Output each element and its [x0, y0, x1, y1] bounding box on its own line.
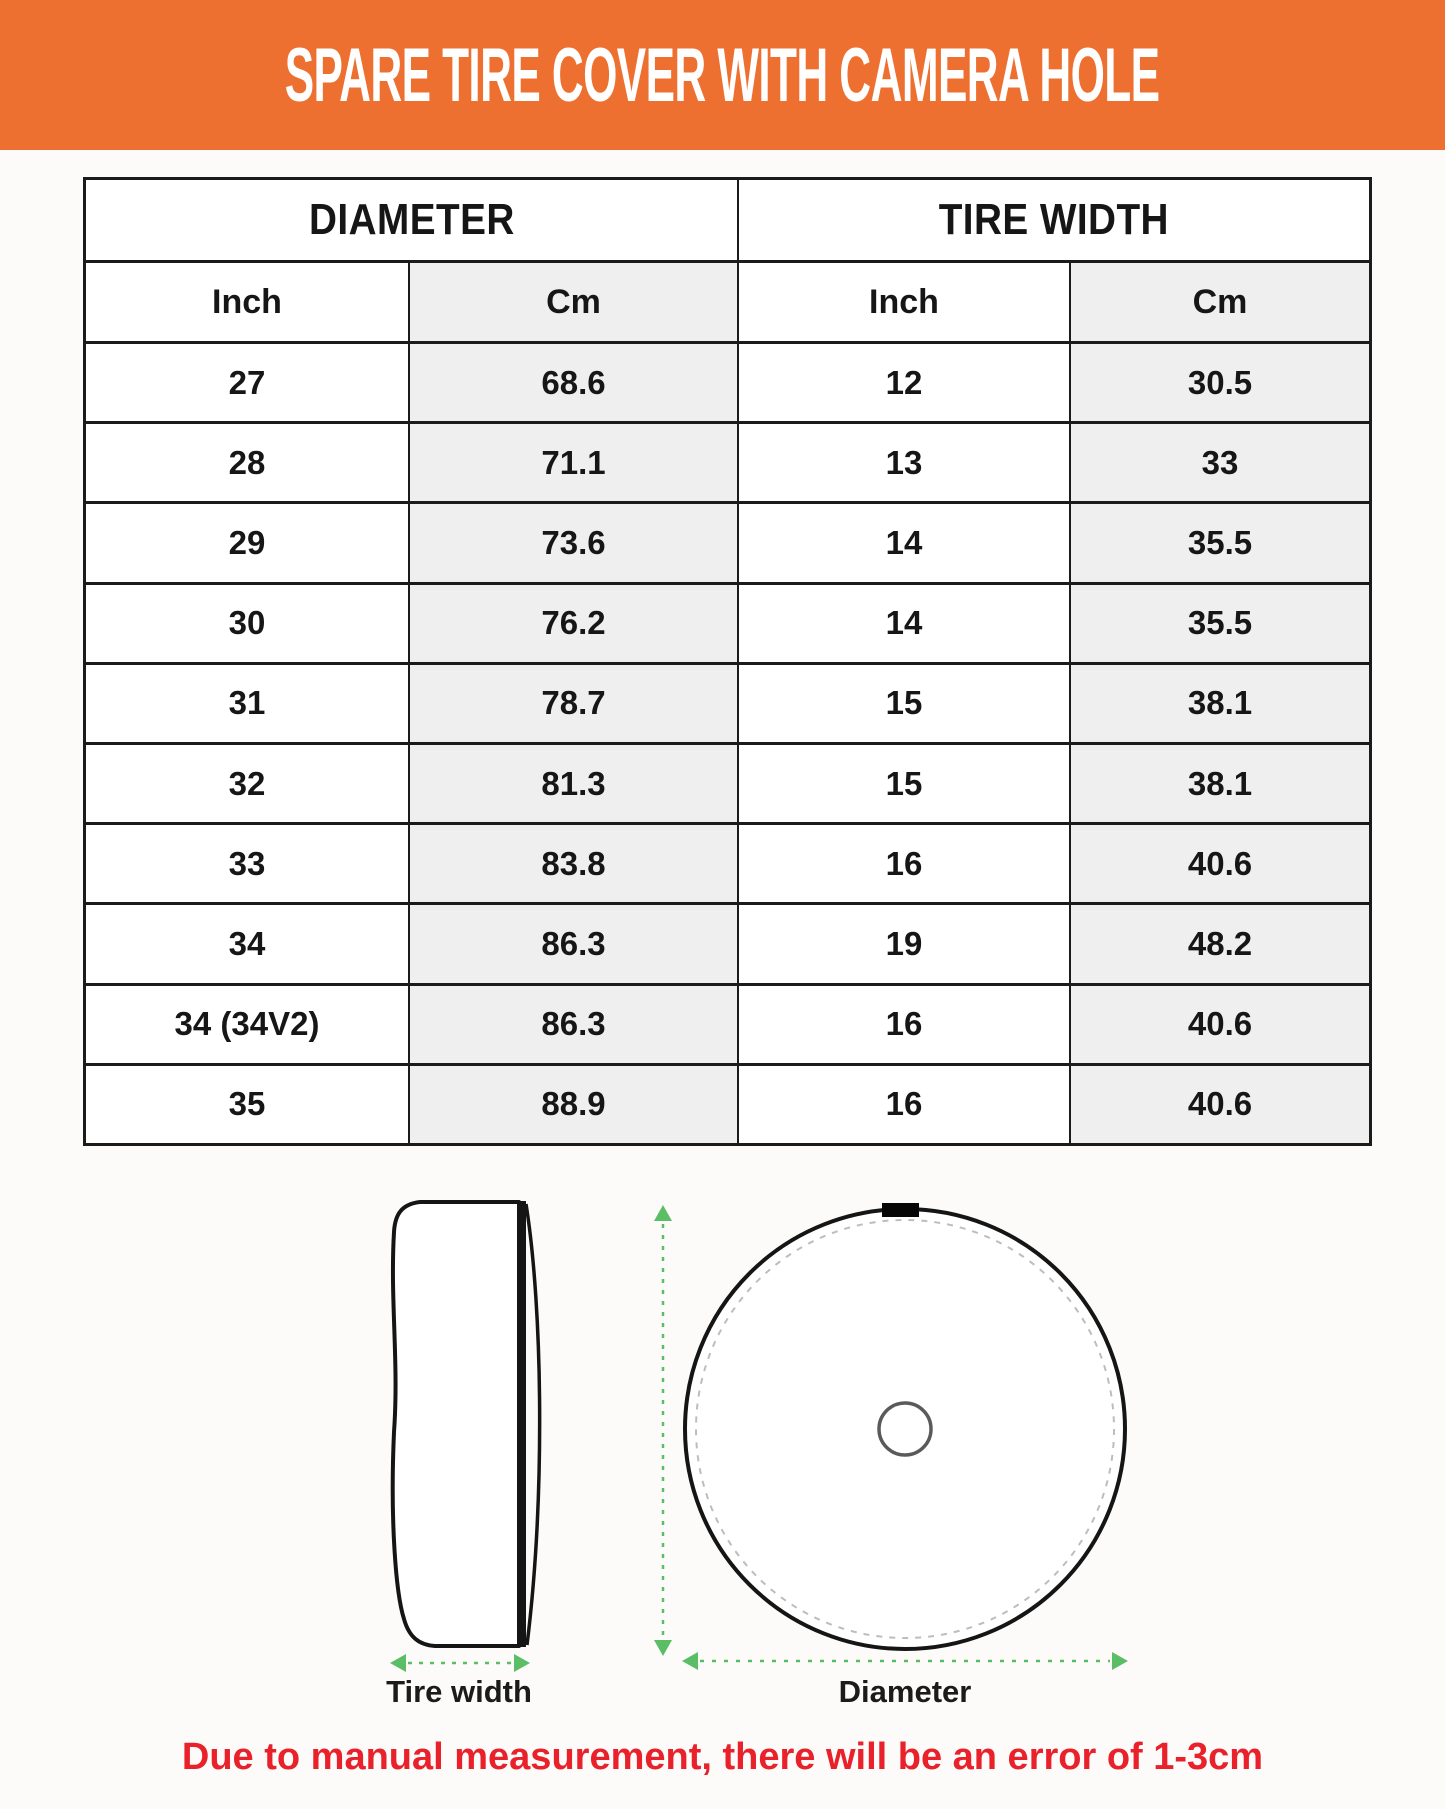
group-header-label: TIRE WIDTH — [938, 195, 1170, 244]
table-cell: 73.6 — [410, 504, 737, 581]
footnote: Due to manual measurement, there will be an error of 1-3cm — [181, 1736, 1264, 1778]
table-cell: 15 — [739, 745, 1069, 822]
table-cell: 14 — [739, 504, 1069, 581]
table-cell: 16 — [739, 986, 1069, 1063]
table-col-header-tirewidth-cm: Cm — [1071, 263, 1369, 341]
table-cell: 35.5 — [1071, 504, 1369, 581]
size-table — [83, 177, 1372, 1146]
table-cell: 83.8 — [410, 825, 737, 902]
camera-hole — [879, 1403, 931, 1455]
arrowhead-left-icon — [682, 1652, 698, 1670]
table-cell: 48.2 — [1071, 905, 1369, 982]
table-cell: 34 — [86, 905, 408, 982]
table-group-header-diameter — [86, 180, 737, 260]
table-col-header-diameter-cm: Cm — [410, 263, 737, 341]
tire-width-arrow — [390, 1654, 530, 1672]
table-cell: 35 — [86, 1066, 408, 1143]
table-cell: 31 — [86, 665, 408, 742]
arrowhead-right-icon — [1112, 1652, 1128, 1670]
table-cell: 35.5 — [1071, 585, 1369, 662]
table-cell: 30 — [86, 585, 408, 662]
arrowhead-right-icon — [514, 1654, 530, 1672]
table-cell: 38.1 — [1071, 745, 1369, 822]
table-cell: 68.6 — [410, 344, 737, 421]
table-cell: 86.3 — [410, 986, 737, 1063]
table-cell: 40.6 — [1071, 1066, 1369, 1143]
table-cell: 29 — [86, 504, 408, 581]
table-cell: 38.1 — [1071, 665, 1369, 742]
table-cell: 28 — [86, 424, 408, 501]
height-arrow — [654, 1205, 672, 1656]
table-cell: 81.3 — [410, 745, 737, 822]
table-cell: 16 — [739, 825, 1069, 902]
table-cell: 30.5 — [1071, 344, 1369, 421]
tire-side-view — [393, 1201, 540, 1647]
table-cell: 86.3 — [410, 905, 737, 982]
table-cell: 16 — [739, 1066, 1069, 1143]
table-cell: 40.6 — [1071, 825, 1369, 902]
diameter-label: Diameter — [838, 1674, 972, 1709]
table-group-header-tire-width — [739, 180, 1369, 260]
table-cell: 33 — [1071, 424, 1369, 501]
table-col-header-diameter-inch: Inch — [86, 263, 408, 341]
table-cell: 40.6 — [1071, 986, 1369, 1063]
table-cell: 14 — [739, 585, 1069, 662]
table-cell: 76.2 — [410, 585, 737, 662]
arrowhead-down-icon — [654, 1640, 672, 1656]
table-cell: 78.7 — [410, 665, 737, 742]
arrowhead-left-icon — [390, 1654, 406, 1672]
table-cell: 15 — [739, 665, 1069, 742]
table-cell: 13 — [739, 424, 1069, 501]
table-cell: 34 (34V2) — [86, 986, 408, 1063]
table-cell: 88.9 — [410, 1066, 737, 1143]
banner — [0, 0, 1445, 150]
arrowhead-up-icon — [654, 1205, 672, 1221]
tire-width-label: Tire width — [386, 1674, 532, 1709]
tire-side-outline — [393, 1202, 519, 1646]
table-cell: 71.1 — [410, 424, 737, 501]
diagram — [0, 1150, 1445, 1809]
tire-front-view — [685, 1203, 1125, 1649]
table-cell: 32 — [86, 745, 408, 822]
top-marker — [882, 1203, 919, 1217]
page-title: SPARE TIRE COVER WITH CAMERA HOLE — [285, 32, 1160, 118]
diameter-arrow — [682, 1652, 1128, 1670]
table-cell: 27 — [86, 344, 408, 421]
group-header-label: DIAMETER — [308, 195, 515, 244]
table-col-header-tirewidth-inch: Inch — [739, 263, 1069, 341]
table-cell: 19 — [739, 905, 1069, 982]
table-cell: 33 — [86, 825, 408, 902]
tire-side-back-edge — [526, 1204, 540, 1645]
table-cell: 12 — [739, 344, 1069, 421]
